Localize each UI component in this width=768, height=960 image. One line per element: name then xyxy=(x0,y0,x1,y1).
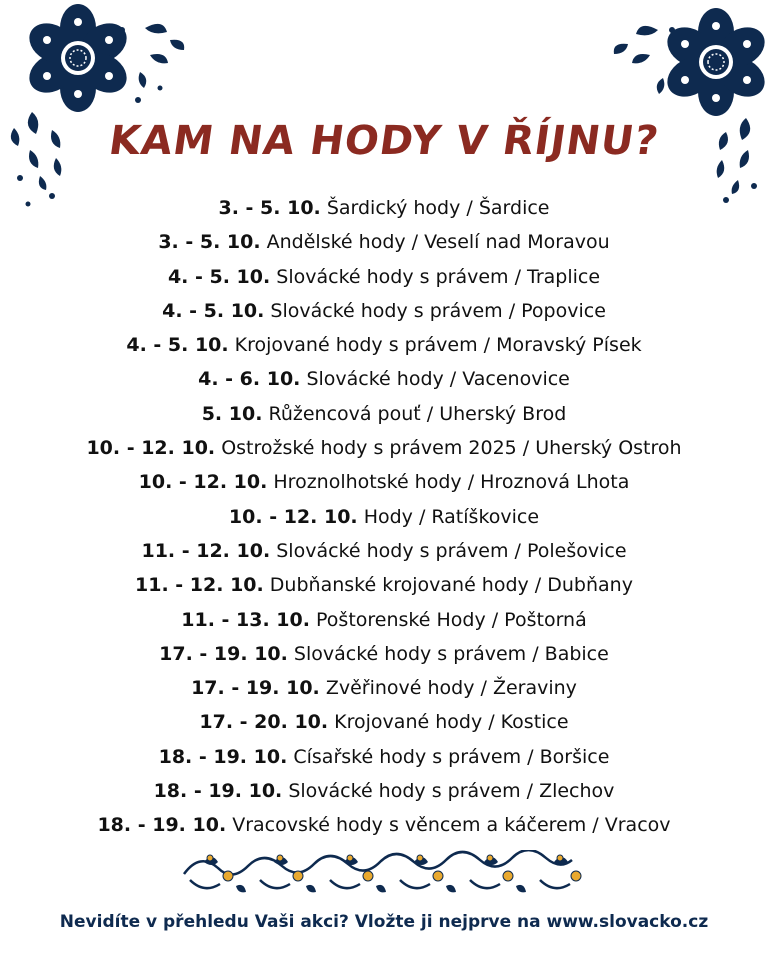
event-item xyxy=(0,435,768,469)
event-item xyxy=(0,298,768,332)
event-name: Hroznolhotské hody / Hroznová Lhota xyxy=(273,471,630,494)
event-item xyxy=(0,401,768,435)
event-date: 11. - 12. 10. xyxy=(135,574,264,597)
event-name: Vracovské hody s věncem a káčerem / Vracov xyxy=(232,814,671,837)
event-list xyxy=(0,195,768,847)
event-date: 18. - 19. 10. xyxy=(97,814,227,837)
event-item xyxy=(0,778,768,812)
event-date: 4. - 5. 10. xyxy=(167,265,271,288)
event-date: 3. - 5. 10. xyxy=(218,197,321,219)
event-item xyxy=(0,607,768,641)
footer-note: Nevidíte v přehledu Vaši akci? Vložte ji nejprve na www.slovacko.cz xyxy=(59,912,709,932)
event-item xyxy=(0,812,768,846)
page-title: KAM NA HODY V ŘÍJNU? xyxy=(106,118,662,164)
event-date: 5. 10. xyxy=(201,402,263,425)
event-name: Šardický hody / Šardice xyxy=(326,197,550,219)
event-date: 10. - 12. 10. xyxy=(86,437,216,460)
event-name: Zvěřinové hody / Žeraviny xyxy=(325,677,577,700)
event-item xyxy=(0,264,768,298)
event-item xyxy=(0,504,768,538)
event-name: Slovácké hody / Vacenovice xyxy=(306,368,570,391)
event-name: Slovácké hody s právem / Babice xyxy=(293,642,609,665)
event-date: 4. - 5. 10. xyxy=(126,334,229,357)
event-name: Růžencová pouť / Uherský Brod xyxy=(268,402,567,425)
event-name: Slovácké hody s právem / Popovice xyxy=(270,299,606,322)
event-item xyxy=(0,366,768,400)
event-item xyxy=(0,744,768,778)
event-date: 3. - 5. 10. xyxy=(158,231,261,254)
flower-icon xyxy=(528,0,768,225)
event-date: 17. - 19. 10. xyxy=(159,642,288,665)
event-item xyxy=(0,709,768,743)
event-date: 18. - 19. 10. xyxy=(153,780,283,803)
event-date: 18. - 19. 10. xyxy=(158,745,288,768)
event-item xyxy=(0,332,768,366)
event-item xyxy=(0,572,768,606)
event-name: Slovácké hody s právem / Zlechov xyxy=(288,780,615,803)
event-date: 10. - 12. 10. xyxy=(138,471,268,494)
event-name: Krojované hody / Kostice xyxy=(334,711,569,734)
event-name: Poštorenské Hody / Poštorná xyxy=(316,608,587,631)
event-name: Ostrožské hody s právem 2025 / Uherský Ostroh xyxy=(221,437,682,460)
event-name: Krojované hody s právem / Moravský Písek xyxy=(234,334,642,357)
event-date: 17. - 19. 10. xyxy=(191,677,320,700)
event-name: Dubňanské krojované hody / Dubňany xyxy=(269,574,633,597)
event-name: Císařské hody s právem / Boršice xyxy=(293,745,610,768)
event-date: 10. - 12. 10. xyxy=(228,505,358,528)
flower-icon xyxy=(0,0,240,225)
event-item xyxy=(0,538,768,572)
event-item xyxy=(0,675,768,709)
floral-ornament-icon xyxy=(180,850,588,898)
event-item xyxy=(0,641,768,675)
event-date: 11. - 13. 10. xyxy=(181,608,310,631)
event-name: Slovácké hody s právem / Polešovice xyxy=(276,539,627,562)
event-item xyxy=(0,229,768,263)
event-item xyxy=(0,195,768,229)
event-date: 11. - 12. 10. xyxy=(141,539,271,562)
event-name: Slovácké hody s právem / Traplice xyxy=(276,265,601,288)
event-name: Andělské hody / Veselí nad Moravou xyxy=(266,231,610,254)
event-date: 17. - 20. 10. xyxy=(199,711,329,734)
event-name: Hody / Ratíškovice xyxy=(363,505,540,528)
event-date: 4. - 6. 10. xyxy=(198,368,301,391)
event-date: 4. - 5. 10. xyxy=(162,299,265,322)
event-item xyxy=(0,469,768,503)
